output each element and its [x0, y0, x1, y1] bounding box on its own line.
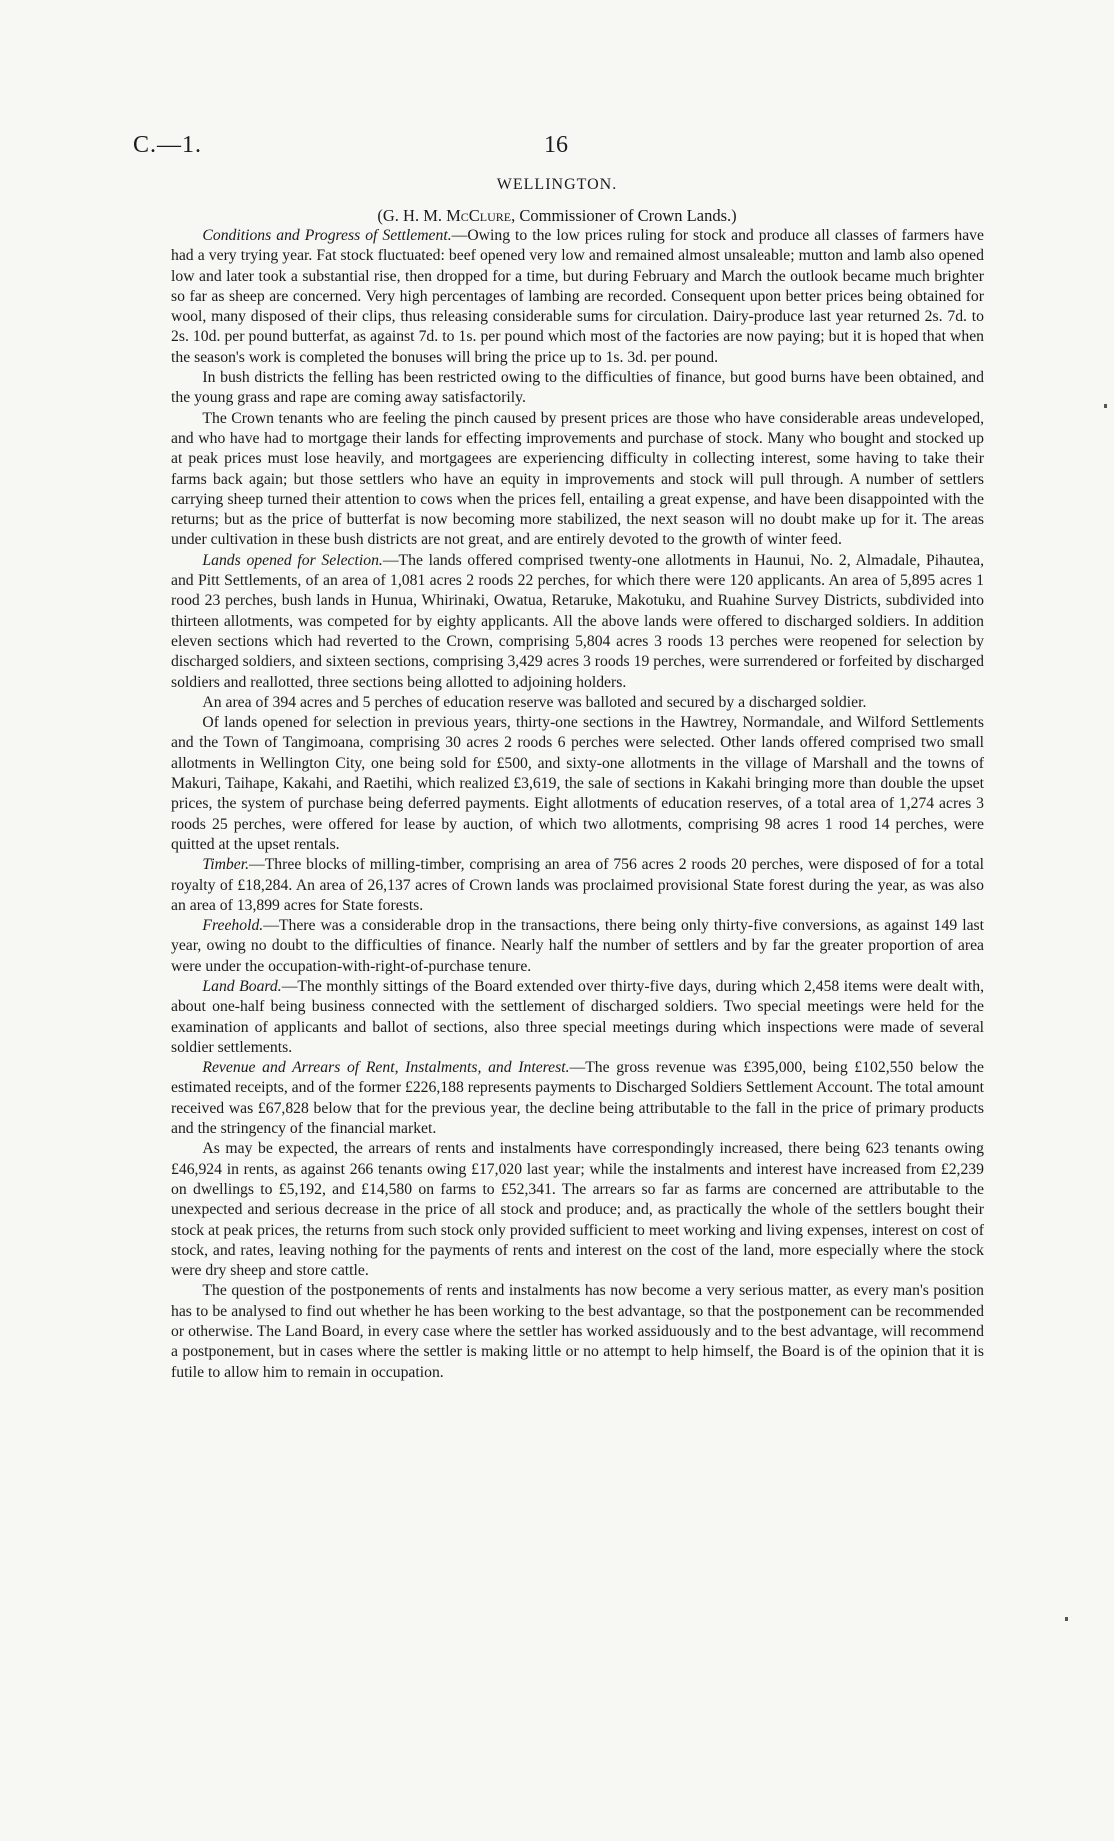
- paragraph: [171, 1058, 984, 1139]
- paragraph-heading: Timber.: [202, 856, 250, 874]
- paragraph-heading: Freehold.: [202, 917, 264, 935]
- paragraph-text: —There was a considerable drop in the transactions, there being only thirty-five conversions, as against 149 last year, owing no doubt to the difficulties of finance. Nearly half the number of settlers and by far the greater proportion of area were under the occupation-with-right-of-purchase tenure.: [171, 917, 984, 975]
- paragraph-text: An area of 394 acres and 5 perches of education reserve was balloted and secured by a discharged soldier.: [202, 693, 867, 711]
- paragraph-heading: Lands opened for Selection.: [202, 551, 383, 569]
- section-title: WELLINGTON.: [496, 176, 618, 193]
- paragraph-text: The Crown tenants who are feeling the pinch caused by present prices are those who have considerable areas undeveloped, and who have had to mortgage their lands for effecting improvements and purchase of stock. Many who bought and stocked up at peak prices must lose heavily, and mortgagees are experiencing difficulty in collecting interest, some having to take their farms back again; but those settlers who have an equity in improvements and stock will pull through. A number of settlers carrying sheep turned their attention to cows when the prices fell, entailing a great expense, and have been disappointed with the returns; but as the price of butterfat is now becoming more stabilized, the next season will no doubt make up for it. The areas under cultivation in these bush districts are not great, and are entirely devoted to the growth of winter feed.: [171, 409, 984, 549]
- paragraph-text: —Owing to the low prices ruling for stock and produce all classes of farmers have had a very trying year. Fat stock fluctuated: beef opened very low and remained almost unsaleable; mutton and lamb also opened low and later took a substantial rise, then dropped for a time, but during February and March the outlook became much brighter so far as sheep are concerned. Very high percentages of lambing are recorded. Consequent upon better prices being obtained for wool, many disposed of their clips, thus releasing considerable sums for circulation. Dairy-produce last year returned 2s. 7d. to 2s. 10d. per pound butterfat, as against 7d. to 1s. per pound which most of the factories are now paying; but it is hoped that when the season's work is completed the bonuses will bring the price up to 1s. 3d. per pound.: [171, 227, 984, 366]
- section-subtitle: [0, 206, 1114, 226]
- paragraph: [171, 409, 984, 551]
- paragraph-heading: Conditions and Progress of Settlement.: [202, 227, 452, 244]
- paragraph: [171, 1139, 984, 1281]
- commissioner-name: McClure: [446, 206, 512, 225]
- body-text: [171, 226, 984, 1383]
- paragraph-text: —Three blocks of milling-timber, comprising an area of 756 acres 2 roods 20 perches, were disposed of for a total royalty of £18,284. An area of 26,137 acres of Crown lands was proclaimed provisional State forest during the year, as was also an area of 13,899 acres for State forests.: [171, 856, 984, 914]
- paragraph-text: In bush districts the felling has been restricted owing to the difficulties of finance, but good burns have been obtained, and the young grass and rape are coming away satisfactorily.: [171, 369, 984, 407]
- paragraph: [171, 1281, 984, 1382]
- paragraph-heading: Land Board.: [202, 977, 282, 995]
- paragraph-text: Of lands opened for selection in previous years, thirty-one sections in the Hawtrey, Normandale, and Wilford Settlements and the Town of Tangimoana, comprising 30 acres 2 roods 6 perches were selected. Other lands offered comprised two small allotments in Wellington City, one being sold for £500, and sixty-one allotments in the village of Marshall and the towns of Makuri, Taihape, Kakahi, and Raetihi, which realized £3,619, the sale of sections in Kakahi bringing more than double the upset prices, the system of purchase being deferred payments. Eight allotments of education reserves, of a total area of 1,274 acres 3 roods 25 perches, were offered for lease by auction, of which two allotments, comprising 98 acres 1 rood 14 perches, were quitted at the upset rentals.: [171, 714, 984, 853]
- paragraph: [171, 855, 984, 916]
- scan-speck: [1104, 404, 1107, 408]
- paragraph: [171, 693, 984, 713]
- paragraph: [171, 977, 984, 1058]
- paragraph: [171, 226, 984, 368]
- paragraph-text: —The monthly sittings of the Board extended over thirty-five days, during which 2,458 items were dealt with, about one-half being business connected with the settlement of discharged soldiers. Two special meetings were held for the examination of applicants and ballot of sections, also three special meetings during which inspections were made of several soldier settlements.: [171, 977, 984, 1056]
- subtitle-open: (G. H. M.: [377, 206, 447, 225]
- paragraph: [171, 368, 984, 409]
- paragraph: [171, 916, 984, 977]
- paragraph: [171, 551, 984, 693]
- page-number: 16: [544, 132, 568, 158]
- paragraph-text: The question of the postponements of rents and instalments has now become a very serious matter, as every man's position has to be analysed to find out whether he has been working to the best advantage, so that the postponement can be recommended or otherwise. The Land Board, in every case where the settler has worked assiduously and to the best advantage, will recommend a postponement, but in cases where the settler is making little or no attempt to help himself, the Board is of the opinion that it is futile to allow him to remain in occupation.: [171, 1282, 984, 1381]
- paragraph: [171, 713, 984, 855]
- paragraph-text: As may be expected, the arrears of rents and instalments have correspondingly increased, there being 623 tenants owing £46,924 in rents, as against 266 tenants owing £17,020 last year; while the instalments and interest have increased from £2,239 on dwellings to £5,192, and £14,580 on farms to £52,341. The arrears so far as farms are concerned are attributable to the unexpected and serious decrease in the price of all stock and produce; and, as practically the whole of the settlers bought their stock at peak prices, the returns from such stock only provided sufficient to meet working and living expenses, interest on cost of stock, and rates, leaving nothing for the payments of rents and interest on the cost of the land, more especially where the stock were dry sheep and store cattle.: [171, 1140, 984, 1280]
- subtitle-close: , Commissioner of Crown Lands.): [511, 206, 737, 225]
- scan-speck: [1065, 1617, 1068, 1621]
- paragraph-text: —The lands offered comprised twenty-one allotments in Haunui, No. 2, Almadale, Pihautea, and Pitt Settlements, of an area of 1,081 acres 2 roods 22 perches, for which there were 120 applicants. An area of 5,895 acres 1 rood 23 perches, bush lands in Hunua, Whirinaki, Owatua, Retaruke, Makotuku, and Ruahine Survey Districts, subdivided into thirteen allotments, was competed for by eighty applicants. All the above lands were offered to discharged soldiers. In addition eleven sections which had reverted to the Crown, comprising 5,804 acres 3 roods 13 perches were reopened for selection by discharged soldiers, and sixteen sections, comprising 3,429 acres 3 roods 19 perches, were surrendered or forfeited by discharged soldiers and reallotted, three sections being allotted to adjoining holders.: [171, 551, 984, 691]
- paragraph-heading: Revenue and Arrears of Rent, Instalments, and Interest.: [202, 1059, 570, 1077]
- report-code: C.—1.: [133, 132, 203, 158]
- paragraph-text: —The gross revenue was £395,000, being £102,550 below the estimated receipts, and of the former £226,188 represents payments to Discharged Soldiers Settlement Account. The total amount received was £67,828 below that for the previous year, the decline being attributable to the fall in the price of primary products and the stringency of the financial market.: [171, 1059, 984, 1138]
